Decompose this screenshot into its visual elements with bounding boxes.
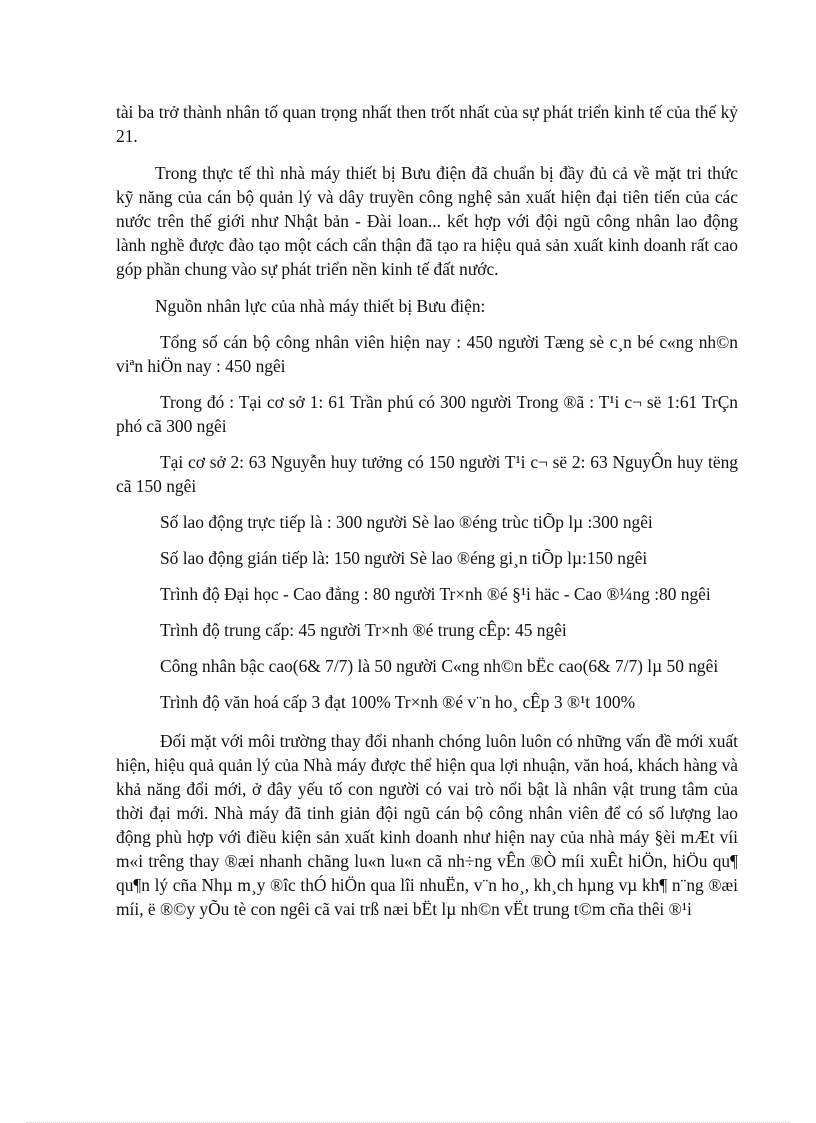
paragraph-closing: Đối mặt với môi trường thay đổi nhanh chóng luôn luôn có những vấn đề mới xuất hiện, hiệu quả quản lý của Nhà máy được thể hiện qua lợi nhuận, văn hoá, khách hàng và khả năng đổi mới, ở đây yếu tố con người có vai trò nổi bật là nhân vật trung tâm của thời đại mới. Nhà máy đã tinh giản đội ngũ cán bộ công nhân viên để có số lượng lao động phù hợp với điều kiện sản xuất kinh doanh như hiện nay của nhà máy §èi mÆt víi m«i trêng thay ®æi nhanh chãng lu«n lu«n cã nh÷ng vÊn ®Ò míi xuÊt hiÖn, hiÖu qu¶ qu¶n lý cña Nhµ m¸y ®îc thÓ hiÖn qua lîi nhuËn, v¨n ho¸, kh¸ch hµng vµ kh¶ n¨ng ®æi míi, ë ®©y yÕu tè con ngêi cã vai trß næi bËt lµ nh©n vËt trung t©m cña thêi ®¹i [116,731,738,919]
paragraph-resources-heading: Nguồn nhân lực của nhà máy thiết bị Bưu điện: [155,296,486,316]
list-item: Trong đó : Tại cơ sở 1: 61 Trần phú có 300 người Trong ®ã : T¹i c¬ së 1:61 TrÇn phó cã 300 ngêi [116,392,738,436]
list-item: Số lao động gián tiếp là: 150 người Sè lao ®éng gi¸n tiÕp lµ:150 ngêi [160,548,648,568]
list-item: Tổng số cán bộ công nhân viên hiện nay : 450 người Tæng sè c¸n bé c«ng nh©n viªn hiÖn nay : 450 ngêi [116,332,738,376]
list-item: Số lao động trực tiếp là : 300 người Sè lao ®éng trùc tiÕp lµ :300 ngêi [160,512,653,532]
list-item: Công nhân bậc cao(6& 7/7) là 50 người C«ng nh©n bËc cao(6& 7/7) lµ 50 ngêi [160,656,719,676]
document-page [116,100,738,921]
list-item: Trình độ Đại học - Cao đẳng : 80 người Tr×nh ®é §¹i häc - Cao ®¼ng :80 ngêi [160,584,711,604]
list-item: Trình độ trung cấp: 45 người Tr×nh ®é trung cÊp: 45 ngêi [160,620,567,640]
paragraph-continuation: tài ba trở thành nhân tố quan trọng nhất then trốt nhất của sự phát triển kinh tế của thế kỷ 21. [116,102,738,146]
list-item: Trình độ văn hoá cấp 3 đạt 100% Tr×nh ®é v¨n ho¸ cÊp 3 ®¹t 100% [160,692,636,712]
list-item: Tại cơ sở 2: 63 Nguyễn huy tưởng có 150 người T¹i c¬ së 2: 63 NguyÔn huy tëng cã 150 ngêi [116,452,738,496]
paragraph-intro: Trong thực tế thì nhà máy thiết bị Bưu điện đã chuẩn bị đầy đủ cả về mặt tri thức kỹ năng của cán bộ quản lý và dây truyền công nghệ sản xuất hiện đại tiên tiến của các nước trên thế giới như Nhật bản - Đài loan... kết hợp với đội ngũ công nhân lao động lành nghề được đào tạo một cách cẩn thận đã tạo ra hiệu quả sản xuất kinh doanh rất cao góp phần chung vào sự phát triển nền kinh tế đất nước. [116,163,738,279]
